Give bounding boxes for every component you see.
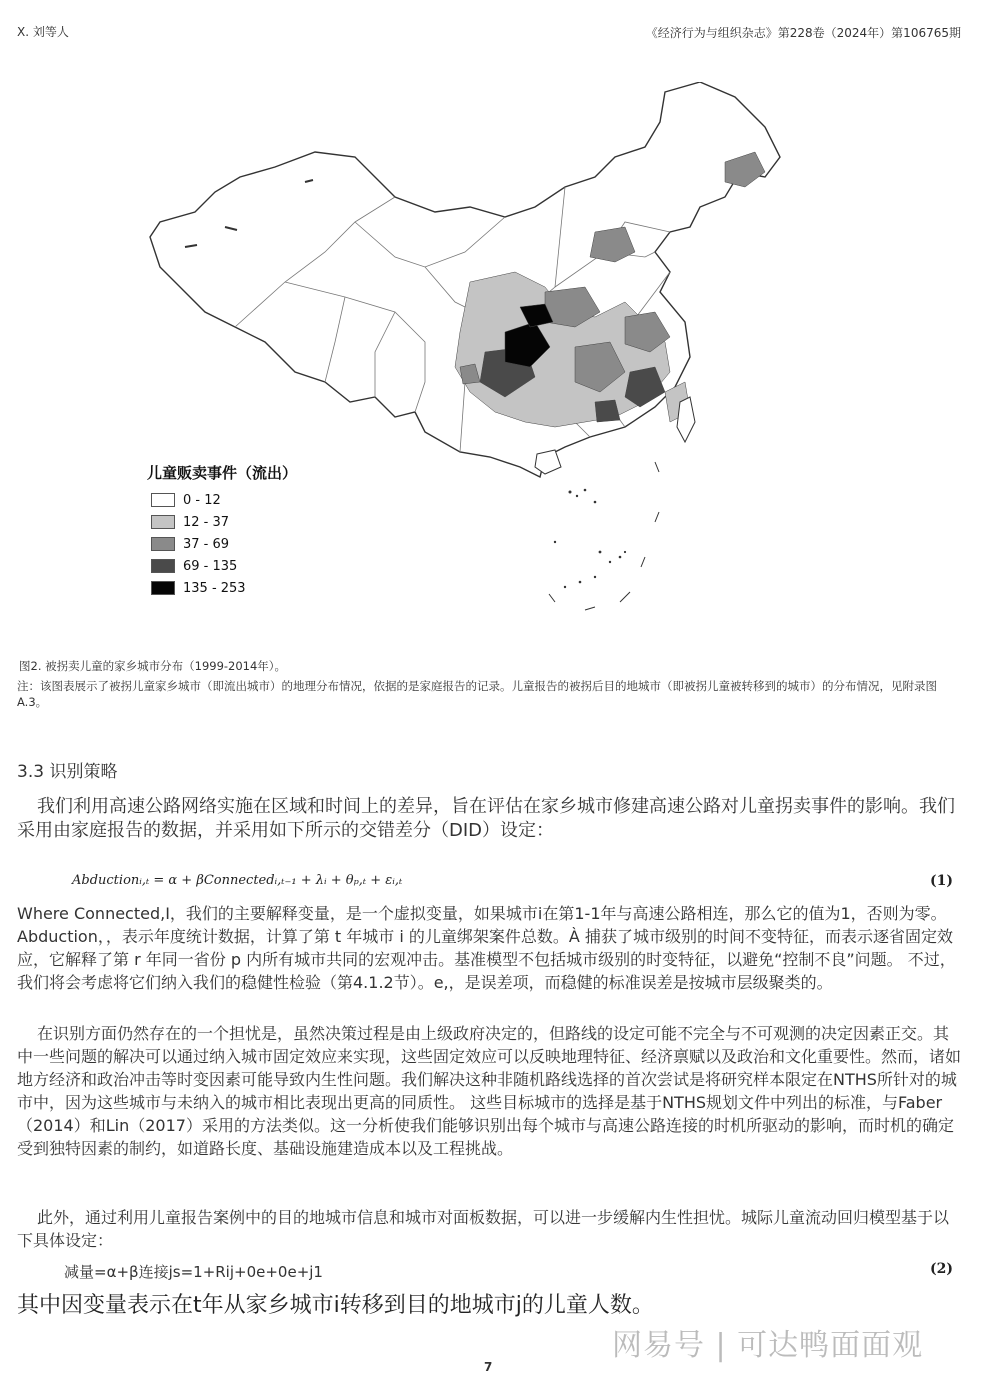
dependent-variable-line: 其中因变量表示在t年从家乡城市i转移到目的地城市j的儿童人数。 [17,1293,654,1318]
legend-item [147,533,297,555]
equation-1-number: (1) [930,873,953,889]
legend-label: 12 - 37 [183,514,230,530]
figure-note: 注：该图表展示了被拐儿童家乡城市（即流出城市）的地理分布情况，依据的是家庭报告的记录。儿童报告的被拐后目的地城市（即被拐儿童被转移到的城市）的分布情况，见附录图A.3。 [17,679,937,709]
equation-2-number: (2) [930,1261,953,1277]
paragraph-variables: Where Connected,I，我们的主要解释变量，是一个虚拟变量，如果城市i在第1-1年与高速公路相连，那么它的值为1，否则为零。Abduction，，表示年度统计数据，计算了第 t 年城市 i 的儿童绑架案件总数。À 捕获了城市级别的时间不变特征，而表示逐省固定效应，它解释了第 r 年同一省份 p 内所有城市共同的宏观冲击。基准模型不包括城市级别的时变特征，以避免“控制不良”问题。 不过，我们将会考虑将它们纳入我们的稳健性检验（第4.1.2节）。e,，是误差项，而稳健的标准误差是按城市层级聚类的。 [17,904,956,992]
equation-1: Abductionᵢ,ₜ = α + βConnectedᵢ,ₜ₋₁ + λᵢ + θₚ,ₜ + εᵢ,ₜ [72,873,403,888]
taiwan-island [677,397,695,442]
watermark: 网易号 | 可达鸭面面观 [612,1328,924,1363]
legend-swatch [151,537,175,551]
paragraph-identification: 在识别方面仍然存在的一个担忧是，虽然决策过程是由上级政府决定的，但路线的设定可能不完全与不可观测的决定因素正交。其中一些问题的解决可以通过纳入城市固定效应来实现，这些固定效应可以反映地理特征、经济禀赋以及政治和文化重要性。然而，诸如地方经济和政治冲击等时变因素可能导致内生性问题。我们解决这种非随机路线选择的首次尝试是将研究样本限定在NTHS所针对的城市中，因为这些城市与未纳入的城市相比表现出更高的同质性。 这些目标城市的选择是基于NTHS规划文件中列出的标准，与Faber（2014）和Lin（2017）采用的方法类似。这一分析使我们能够识别出每个城市与高速公路连接的时机所驱动的影响，而时机的确定受到独特因素的制约，如道路长度、基础设施建造成本以及工程挑战。 [17,1024,962,1158]
legend-item [147,511,297,533]
running-author: X. 刘等人 [17,25,69,39]
south-sea-islands [554,489,626,588]
equation-2: 减量=α+β连接js=1+Rij+0e+0e+j1 [64,1263,323,1281]
legend-label: 69 - 135 [183,558,238,574]
legend-item [147,577,297,599]
running-journal: 《经济行为与组织杂志》第228卷（2024年）第106765期 [645,26,961,40]
legend-swatch [151,559,175,573]
legend-swatch [151,493,175,507]
legend-label: 37 - 69 [183,536,230,552]
legend-item [147,489,297,511]
figure-caption: 图2. 被拐卖儿童的家乡城市分布（1999-2014年）。 [19,659,287,673]
legend-label: 0 - 12 [183,492,221,508]
paragraph-intercity: 此外，通过利用儿童报告案例中的目的地城市信息和城市对面板数据，可以进一步缓解内生性担忧。城际儿童流动回归模型基于以下具体设定： [17,1208,950,1250]
legend-label: 135 - 253 [183,580,246,596]
map-legend [147,462,297,599]
legend-swatch [151,581,175,595]
legend-item [147,555,297,577]
legend-swatch [151,515,175,529]
page-number: 7 [484,1360,493,1373]
section-heading: 3.3 识别策略 [17,762,118,782]
paragraph-intro: 我们利用高速公路网络实施在区域和时间上的差异，旨在评估在家乡城市修建高速公路对儿童拐卖事件的影响。我们采用由家庭报告的数据，并采用如下所示的交错差分（DID）设定： [17,796,955,841]
legend-title: 儿童贩卖事件（流出） [147,464,298,482]
